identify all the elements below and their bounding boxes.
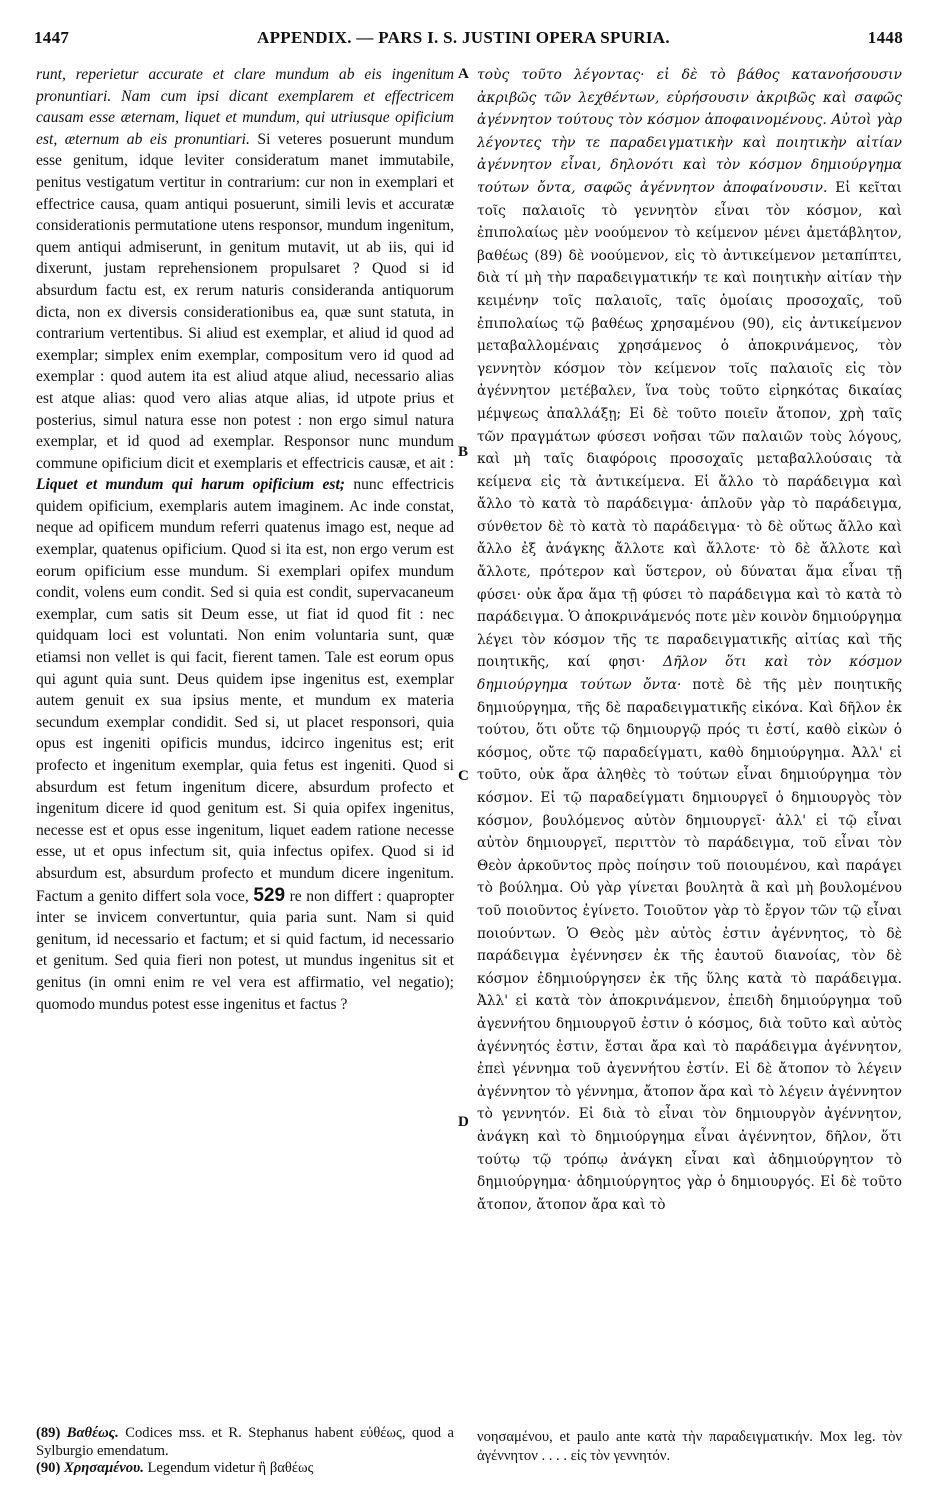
page-header: [0, 28, 927, 58]
running-title: APPENDIX. — PARS I. S. JUSTINI OPERA SPURIA.: [257, 28, 670, 47]
page-number-left: 1447: [34, 28, 70, 47]
latin-italic-quote: Liquet et mundum qui harum opificium est;: [36, 476, 345, 494]
footnote-90: [36, 1460, 454, 1478]
margin-marker-a: A: [458, 66, 469, 82]
footnote-89-text: Codices mss. et R. Stephanus habent εὐθέως, quod a Sylburgio emendatum.: [36, 1425, 454, 1459]
footnote-89: [36, 1425, 454, 1460]
latin-paragraph-2: nunc effectricis quidem opificium, exemplaris autem imaginem. Ac inde constat, neque ad opificem mundum referri quatenus imago est, neque ad exemplar, quatenus opificium. Quod si ita est, non ergo verum est eorum opificium esse mundum. Si exemplari opifex mundum condit, volens eum condit. Sed si quia est condit, supervacaneum exemplar, cum satis sit Deum esse, ut fiat id quod fit : nec quidquam loci est voluntati. Non enim voluntaria sunt, quæ etiamsi non vellet is qui facit, fierent tamen. Tale est eorum opus qui agunt quia sunt. Deus quidem ipse ingenitus est, exemplar autem genuit ex sua ipsius mente, et mundum ex materia secundum exemplar condidit. Sed si, ut placet responsori, quia opus est ingeniti opificis mundus, idcirco ingenitus est; erit profecto et ingenitum exemplar, quia fetus est ingeniti. Quod si absurdum est fetum ingenitum dicere, absurdum profecto et ingenitum dicere id quod genitum est. Si quia opifex ingenitus, necesse est et opus esse ingenitum, liquet eadem ratione necesse esse, ut et opus infectum sit, quia infectus opifex. Quod si id absurdum est, absurdum profecto et mundum dicere ingenitum. Factum a genito differt sola voce,: [36, 476, 454, 905]
margin-marker-c: C: [458, 768, 469, 784]
greek-italic-opening: τοὺς τοῦτο λέγοντας· εἰ δὲ τὸ βάθος κατανοήσουσιν ἀκριβῶς τῶν λεχθέντων, εὑρήσουσιν ἀκριβῶς καὶ σαφῶς ἀγέννητον τούτους τὸν κόσμον ἀποφαινομένους. Αὐτοὶ γὰρ λέγοντες τὴν τε παραδειγματικὴν καὶ ποιητικὴν αἰτίαν ἀγέννητον εἶναι, δηλονότι καὶ τὸν κόσμον δημιούργημα τούτων ὄντα, σαφῶς ἀγέννητον ἀποφαίνουσιν.: [477, 67, 902, 196]
latin-column: [36, 64, 454, 1424]
greek-text: [477, 64, 902, 1216]
page-number-right: 1448: [867, 28, 903, 47]
footnote-90-number: (90): [36, 1460, 61, 1477]
footnote-89-number: (89): [36, 1425, 61, 1441]
greek-paragraph-2: ποτὲ δὲ τῆς μὲν ποιητικῆς δημιούργημα, τῆς δὲ παραδειγματικῆς εἰκόνα. Καὶ δῆλον ἐκ τούτου, ὅτι οὔτε τῷ δημιουργῷ πρός τι ἐστί, καθὸ εἰκὼν ὁ κόσμος, οὔτε τῷ παραδείγματι, καθὸ δημιούργημα. Ἀλλ' εἰ τοῦτο, οὐκ ἄρα ἀληθὲς τὸ τούτων εἶναι δημιούργημα τὸν κόσμον. Εἰ τῷ παραδείγματι δημιουργεῖ ὁ δημιουργὸς τὸν κόσμον, βουλόμενος αὐτὸν δημιουργεῖ· ἀλλ' εἰ τῷ εἶναι αὐτὸν δημιουργεῖ, περιττὸν τὸ παράδειγμα, τοῦ εἶναι τὸν Θεὸν ἀρκοῦντος πρὸς ποίησιν τοῦ ποιουμένου, καὶ παράγει τὸ βούλημα. Οὐ γὰρ γίνεται βουλητὰ ἃ καὶ μὴ βουλομένου τοῦ ποιοῦντος ἐγίνετο. Τοιοῦτον γὰρ τὸ ἔργον τῶν τῷ εἶναι ποιούντων. Ὁ Θεὸς μὲν αὐτὸς ἐστιν ἀγέννητος, τὸ δὲ παράδειγμα ἐγέννησεν ἐκ τῆς ἑαυτοῦ διανοίας, τὸν δὲ κόσμον ἐδημιούργησεν ἐκ τῆς ὕλης κατὰ τὸ παράδειγμα. Ἀλλ' εἰ κατὰ τὸν ἀποκρινάμενον, ἐπειδὴ δημιούργημα τοῦ ἀγεννήτου δημιουργοῦ ἐστιν ὁ κόσμος, διὰ τοῦτο καὶ αὐτὸς ἀγέννητός ἐστιν, ἔσται ἄρα καὶ τὸ παράδειγμα ἀγέννητον, ἐπεὶ γέννημα τοῦ ἀγεννήτου ἐστίν. Εἰ δὲ ἄτοπον τὸ λέγειν ἀγέννητον τὸ γέννημα, ἄτοπον ἄρα καὶ τὸ λέγειν ἀγέννητον τὸ γεννητόν. Εἰ διὰ τὸ εἶναι τὸν δημιουργὸν ἀγέννητον, ἀνάγκη καὶ τὸ δημιούργημα εἶναι ἀγέννητον, δῆλον, ὅτι τούτῳ τῷ τρόπῳ ἀνάγκη εἶναι καὶ ἀδημιούργητον τὸ δημιούργημα· ἀδημιούργητος γὰρ ὁ δημιουργός. Εἰ δὲ τοῦτο ἄτοπον, ἄτοπον ἄρα καὶ τὸ: [477, 677, 902, 1213]
footnote-90-lemma: Χρησαμένου.: [63, 1460, 144, 1477]
footnote-continuation: νοησαμένου, et paulo ante κατὰ τὴν παραδειγματικήν. Mox leg. τὸν ἀγέννητον . . . . εἰς τὸν γεννητόν.: [477, 1429, 902, 1464]
latin-paragraph-1: Si veteres posuerunt mundum esse genitum, idque leviter consideratum manet immutabile, penitus vestigatum vertitur in contrarium: cur non in exemplari et effectrice causa, quam antiqui posuerunt, simili levis et accuratæ considerationis permutatione utens responsor, mundum ingenitum, quem antiqui admiserunt, in genitum mutavit, ut ab iis, qui id dixerunt, justam reprehensionem propulsaret ? Quod si id absurdum factu est, ex rerum naturis consideranda antiquorum dicta, non ex diversis considerationibus ea, quæ sunt statuta, in contrarium vertentibus. Si aliud est exemplar, et aliud id quod ad exemplar; simplex enim exemplar, compositum vero id quod ad exemplar : quod autem ita est aliud atque aliud, necessario alias est atque alias: quod vero alias atque alias, id utpote prius et posterius, simul natura esse non potest : non ergo simul natura exemplar, et id quod ad exemplar. Responsor nunc mundum commune opificium dicit et exemplaris et effectricis causæ, et ait :: [36, 130, 454, 472]
footnote-89-lemma: Βαθέως.: [66, 1425, 119, 1441]
greek-paragraph-1: Εἰ κεῖται τοῖς παλαιοῖς τὸ γεννητὸν εἶναι τὸν κόσμον, καὶ ἐπιπολαίως μὲν νοούμενον τὸ κείμενον μένει ἀμετάβλητον, βαθέως (89) δὲ νοούμενον, εἰς τὸ ἀντικείμενον μεταπίπτει, διὰ τί μὴ τὴν παραδειγματικήν τε καὶ ποιητικὴν αἰτίαν τὴν κειμένην τοῖς παλαιοῖς, ταῖς ὁμοίαις προσοχαῖς, τοῦ ἐπιπολαίως τῷ βαθέως χρησαμένου (90), εἰς ἀντικείμενον μεταβαλλομέναις χρησάμενος ὁ ἀποκρινάμενος, τὸν γεννητὸν κόσμον τὸν κείμενον τοῖς παλαιοῖς εἰς τὸν ἀγέννητον μετέβαλεν, ἵνα τοὺς τοῦτο εἰρηκότας δικαίας μέμψεως ἀπαλλάξῃ; Εἰ δὲ τοῦτο ποιεῖν ἄτοπον, χρὴ ταῖς τῶν πραγμάτων φύσεσι νοῆσαι τῶν παλαιῶν τοὺς λόγους, καὶ μὴ ταῖς διαφόροις προσοχαῖς μεταβαλλούσαις τὰ κείμενα εἰς τὰ ἀντικείμενα. Εἰ ἄλλο τὸ παράδειγμα καὶ ἄλλο τὸ κατὰ τὸ παράδειγμα· ἁπλοῦν γὰρ τὸ παράδειγμα, σύνθετον δὲ τὸ κατὰ τὸ παράδειγμα· τὸ δὲ οὕτως ἄλλο καὶ ἄλλο ἐξ ἀνάγκης ἄλλοτε καὶ ἄλλοτε· τὸ δὲ ἄλλοτε καὶ ἄλλοτε, πρότερον καὶ ὕστερον, οὐ δύναται ἅμα εἶναι τῇ φύσει· οὐκ ἄρα ἅμα τῇ φύσει τὸ παράδειγμα καὶ τὸ κατὰ τὸ παράδειγμα. Ὁ ἀποκρινάμενός ποτε μὲν κοινὸν δημιούργημα λέγει τὸν κόσμον τῆς τε παραδειγματικῆς αἰτίας καὶ τῆς ποιητικῆς, καί φησι·: [477, 179, 902, 671]
footnote-90-text: Legendum videtur ἢ βαθέως: [147, 1460, 314, 1477]
latin-italic-opening: runt, reperietur accurate et clare mundum ab eis ingenitum pronuntiari. Nam cum ipsi dicant exemplarem et effectricem causam esse æternam, liquet et mundum, qui utriusque opificium est, æternum ab eis pronuntiari.: [36, 66, 454, 148]
latin-text: [36, 64, 454, 1015]
greek-column: [477, 64, 902, 1439]
margin-marker-b: B: [458, 444, 469, 460]
latin-paragraph-3: re non differt : quapropter inter se invicem convertuntur, quia paria sunt. Nam si quid genitum, id necessario et factum; et si quid factum, id necessario et genitum. Sed quia fieri non potest, ut mundus ingenitus sit et genitus (in omni enim re vel vera est affirmatio, vel negatio); quomodo mundus potest esse ingenitus et factus ?: [36, 887, 454, 1013]
page-reference: 529: [253, 884, 286, 906]
margin-marker-d: D: [458, 1114, 469, 1130]
greek-italic-quote: Δῆλον ὅτι καὶ τὸν κόσμον δημιούργημα τούτων ὄντα·: [477, 654, 902, 694]
footnotes: [36, 1425, 454, 1478]
